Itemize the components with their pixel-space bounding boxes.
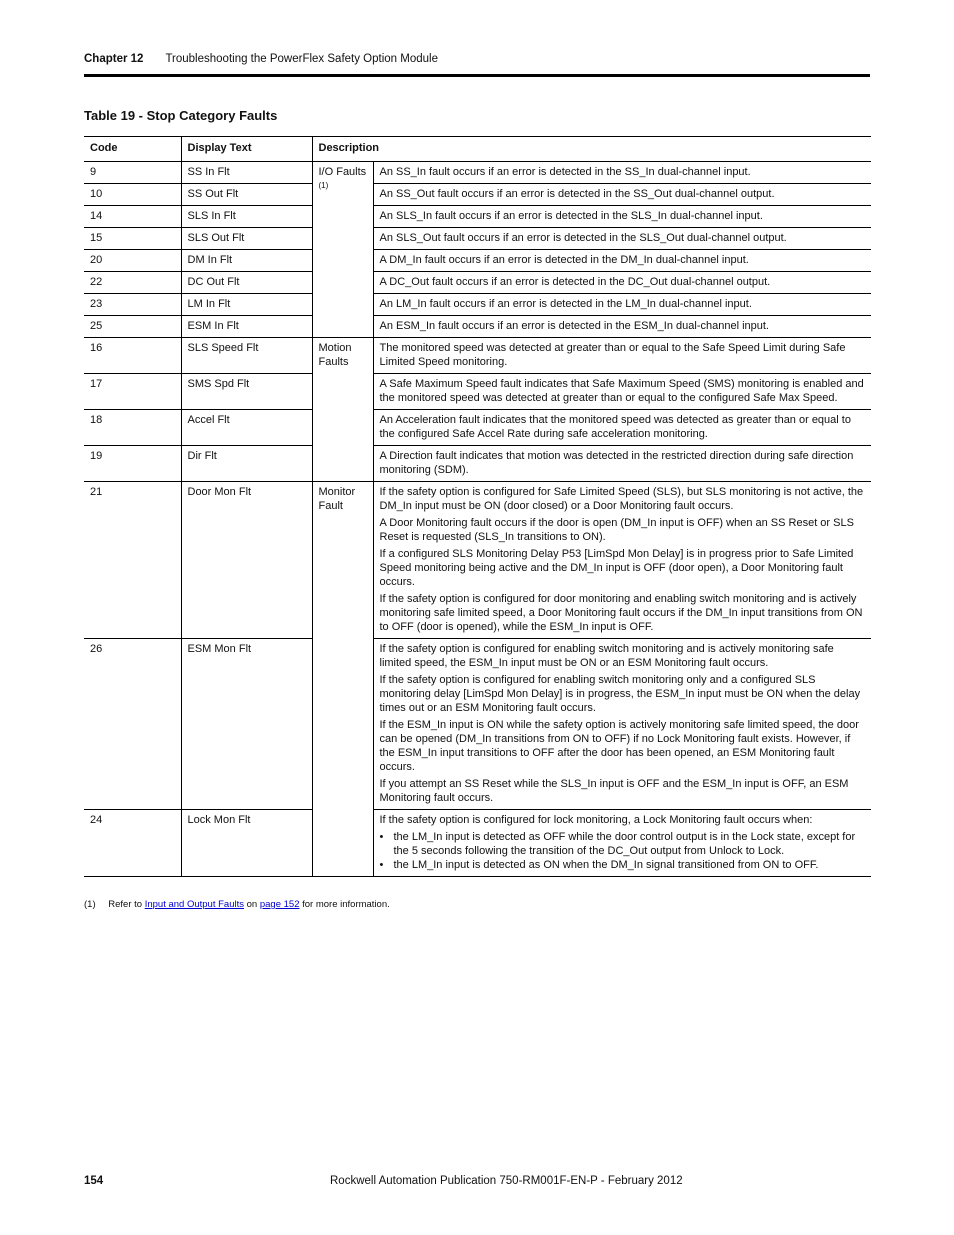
fault-code: 20 — [84, 250, 181, 272]
table-row — [84, 338, 871, 374]
description-paragraph: If the safety option is configured for Safe Limited Speed (SLS), but SLS monitoring is not active, the DM_In input must be ON (door closed) or a Door Monitoring fault occurs. — [379, 486, 864, 512]
description-paragraph: If the safety option is configured for lock monitoring, a Lock Monitoring fault occurs when: — [379, 814, 813, 826]
description-paragraph: An SS_Out fault occurs if an error is detected in the SS_Out dual-channel output. — [379, 188, 775, 200]
column-header-code: Code — [84, 137, 181, 162]
fault-code: 26 — [84, 639, 181, 810]
description-paragraph: An ESM_In fault occurs if an error is detected in the ESM_In dual-channel input. — [379, 320, 769, 332]
description-paragraph: A Door Monitoring fault occurs if the door is open (DM_In input is OFF) when an SS Reset or SLS Reset is requested (SLS_In transitions to ON). — [379, 517, 854, 543]
table-body — [84, 162, 871, 877]
table-row — [84, 482, 871, 639]
table-row — [84, 162, 871, 184]
description-paragraph: If the safety option is configured for enabling switch monitoring and is actively monitoring safe limited speed, the ESM_In input must be ON or an ESM Monitoring fault occurs. — [379, 643, 834, 669]
description-paragraph: If a configured SLS Monitoring Delay P53 [LimSpd Mon Delay] is in progress prior to Safe Limited Speed monitoring being active and the DM_In input is OFF (door open), a Door Monitoring fault occurs. — [379, 548, 854, 588]
fault-description — [373, 410, 871, 446]
fault-display-text: Dir Flt — [181, 446, 312, 482]
fault-description — [373, 338, 871, 374]
table-row — [84, 272, 871, 294]
fault-code: 22 — [84, 272, 181, 294]
publication-info: Rockwell Automation Publication 750-RM001F-EN-P - February 2012 — [330, 1175, 683, 1187]
fault-code: 18 — [84, 410, 181, 446]
header-rule — [84, 74, 870, 77]
fault-description — [373, 162, 871, 184]
fault-display-text: SS In Flt — [181, 162, 312, 184]
description-paragraph: If the safety option is configured for door monitoring and enabling switch monitoring and is actively monitoring safe limited speed, a Door Monitoring fault occurs if the DM_In input transitions from ON to OFF (door is opened), while the ESM_In input is OFF. — [379, 593, 863, 633]
fault-display-text: SMS Spd Flt — [181, 374, 312, 410]
description-paragraph: A DM_In fault occurs if an error is detected in the DM_In dual-channel input. — [379, 254, 749, 266]
fault-category-label: Monitor Fault — [318, 486, 356, 512]
fault-category-label: Motion Faults — [318, 342, 352, 368]
fault-code: 25 — [84, 316, 181, 338]
description-paragraph: The monitored speed was detected at greater than or equal to the Safe Speed Limit during Safe Limited Speed monitoring. — [379, 342, 846, 368]
description-paragraph: A DC_Out fault occurs if an error is detected in the DC_Out dual-channel output. — [379, 276, 771, 288]
table-row — [84, 374, 871, 410]
description-paragraph: An LM_In fault occurs if an error is detected in the LM_In dual-channel input. — [379, 298, 752, 310]
fault-description — [373, 639, 871, 810]
fault-description — [373, 810, 871, 877]
table-row — [84, 206, 871, 228]
fault-description — [373, 316, 871, 338]
fault-code: 21 — [84, 482, 181, 639]
footnote-text-pre: Refer to — [108, 899, 143, 910]
description-paragraph: An SLS_Out fault occurs if an error is detected in the SLS_Out dual-channel output. — [379, 232, 787, 244]
table-row — [84, 316, 871, 338]
fault-code: 9 — [84, 162, 181, 184]
footnote-text-mid: on — [246, 899, 258, 910]
table-row — [84, 294, 871, 316]
fault-description — [373, 250, 871, 272]
fault-display-text: DM In Flt — [181, 250, 312, 272]
page-152-link[interactable]: page 152 — [259, 899, 300, 910]
description-paragraph: If the safety option is configured for enabling switch monitoring only and a configured SLS monitoring delay [LimSpd Mon Delay] is in progress, the ESM_In input must be ON when the delay times out or an ESM Monitoring fault occurs. — [379, 674, 861, 714]
fault-description — [373, 374, 871, 410]
footnote-text-post: for more information. — [302, 899, 390, 910]
description-paragraph: An Acceleration fault indicates that the monitored speed was detected as greater than or equal to the configured Safe Accel Rate during safe acceleration monitoring. — [379, 414, 851, 440]
fault-display-text: SLS Speed Flt — [181, 338, 312, 374]
chapter-label: Chapter 12 — [84, 53, 144, 65]
table-row — [84, 184, 871, 206]
fault-display-text: SLS Out Flt — [181, 228, 312, 250]
footnote — [84, 899, 390, 910]
fault-code: 10 — [84, 184, 181, 206]
stop-category-faults-table — [84, 136, 871, 877]
fault-code: 16 — [84, 338, 181, 374]
fault-display-text: LM In Flt — [181, 294, 312, 316]
fault-description — [373, 482, 871, 639]
footnote-ref: (1) — [318, 181, 329, 190]
description-bullet: • the LM_In input is detected as OFF while the door control output is in the Lock state, except for the 5 seconds following the transition of the DC_Out output from Unlock to Lock. — [380, 830, 867, 858]
table-row — [84, 446, 871, 482]
fault-category — [312, 482, 373, 877]
fault-code: 17 — [84, 374, 181, 410]
table-row — [84, 228, 871, 250]
input-output-faults-link[interactable]: Input and Output Faults — [144, 899, 244, 910]
column-header-display-text: Display Text — [181, 137, 312, 162]
fault-display-text: SS Out Flt — [181, 184, 312, 206]
description-bullet: • the LM_In input is detected as ON when the DM_In signal transitioned from ON to OFF. — [380, 858, 867, 872]
fault-category — [312, 162, 373, 338]
table-row — [84, 810, 871, 877]
fault-code: 23 — [84, 294, 181, 316]
fault-description — [373, 294, 871, 316]
fault-description — [373, 228, 871, 250]
fault-display-text: Lock Mon Flt — [181, 810, 312, 877]
page-number: 154 — [84, 1175, 104, 1187]
table-row — [84, 250, 871, 272]
fault-description — [373, 184, 871, 206]
description-paragraph: An SLS_In fault occurs if an error is detected in the SLS_In dual-channel input. — [379, 210, 763, 222]
fault-code: 24 — [84, 810, 181, 877]
fault-display-text: Door Mon Flt — [181, 482, 312, 639]
fault-description — [373, 446, 871, 482]
description-paragraph: If the ESM_In input is ON while the safety option is actively monitoring safe limited speed, the door can be opened (DM_In transitions from ON to OFF) if no Lock Monitoring fault exists. However, if the ESM_In input transitions to OFF after the door has been opened, an ESM Monitoring fault occurs. — [379, 719, 859, 773]
fault-code: 15 — [84, 228, 181, 250]
table-caption: Table 19 - Stop Category Faults — [84, 108, 278, 123]
fault-code: 19 — [84, 446, 181, 482]
table-row — [84, 639, 871, 810]
footnote-number: (1) — [84, 899, 96, 910]
description-paragraph: An SS_In fault occurs if an error is detected in the SS_In dual-channel input. — [379, 166, 751, 178]
description-paragraph: If you attempt an SS Reset while the SLS_In input is OFF and the ESM_In input is OFF, an ESM Monitoring fault occurs. — [379, 778, 849, 804]
fault-display-text: SLS In Flt — [181, 206, 312, 228]
page-header — [84, 53, 438, 65]
column-header-description: Description — [312, 137, 871, 162]
fault-description — [373, 206, 871, 228]
fault-display-text: ESM Mon Flt — [181, 639, 312, 810]
fault-display-text: Accel Flt — [181, 410, 312, 446]
fault-display-text: ESM In Flt — [181, 316, 312, 338]
fault-category-label: I/O Faults — [318, 166, 367, 178]
table-header-row — [84, 137, 871, 162]
description-paragraph: A Safe Maximum Speed fault indicates that Safe Maximum Speed (SMS) monitoring is enabled and the monitored speed was detected at greater than or equal to the configured Safe Max Speed. — [379, 378, 864, 404]
table-row — [84, 410, 871, 446]
description-bullet-list — [380, 830, 867, 872]
fault-code: 14 — [84, 206, 181, 228]
fault-description — [373, 272, 871, 294]
fault-category — [312, 338, 373, 482]
chapter-title: Troubleshooting the PowerFlex Safety Option Module — [165, 53, 438, 65]
description-paragraph: A Direction fault indicates that motion was detected in the restricted direction during safe direction monitoring (SDM). — [379, 450, 854, 476]
fault-display-text: DC Out Flt — [181, 272, 312, 294]
